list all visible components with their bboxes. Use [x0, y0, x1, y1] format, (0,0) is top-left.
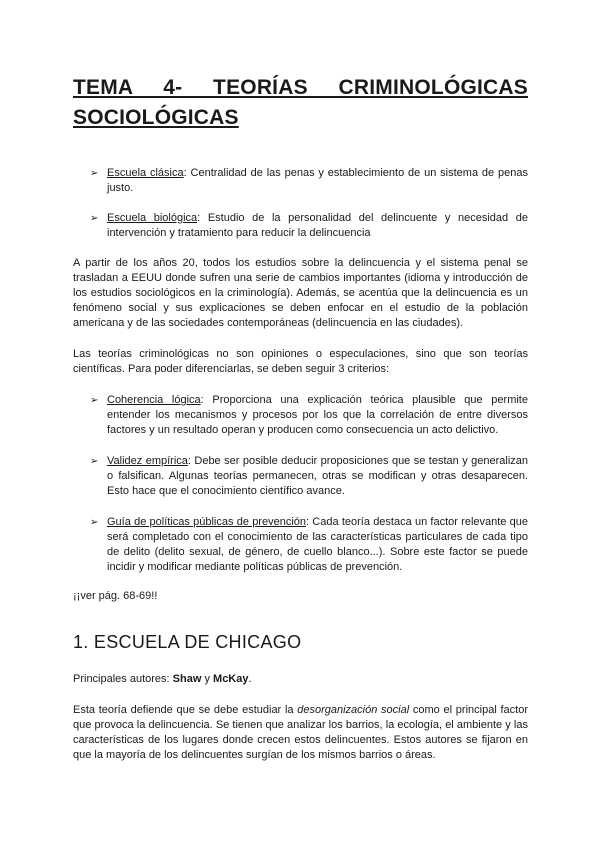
bullet-arrow-icon: ➢	[90, 395, 99, 406]
paragraph-criteria-intro: Las teorías criminológicas no son opiniones o especulaciones, sino que son teorías científicas. Para poder diferenciarlas, se deben seguir 3 criterios:	[73, 348, 528, 375]
paragraph-historical-context: A partir de los años 20, todos los estudios sobre la delincuencia y el sistema penal se trasladan a EEUU donde sufren una serie de cambios importantes (idioma y introducción de los estudios sociológicos en la criminología). Además, se acentúa que la delincuencia es un fenómeno social y sus explicaciones se deben enfocar en el estudio de la población americana y de las sociedades contemporáneas (delincuencia en las ciudades).	[73, 257, 528, 329]
page-reference-note: ¡¡ver pág. 68-69!!	[73, 590, 158, 602]
item-text: : Estudio de la personalidad del delincuente y necesidad de intervención y tratamiento para reducir la delincuencia	[107, 212, 528, 239]
emphasis-desorganizacion-social: desorganización social	[297, 704, 410, 716]
list-item-escuela-biologica	[90, 211, 528, 241]
author-mckay: McKay	[213, 673, 249, 685]
bullet-arrow-icon: ➢	[90, 213, 99, 224]
item-label: Escuela clásica	[107, 167, 184, 179]
document-title: TEMA 4- TEORÍAS CRIMINOLÓGICAS SOCIOLÓGICAS	[73, 76, 528, 129]
section-heading-escuela-chicago: 1. ESCUELA DE CHICAGO	[73, 632, 302, 652]
item-text: : Debe ser posible deducir proposiciones que se testan y generalizan o falsifican. Algunas teorías permanecen, otras se modifican y otras desaparecen. Esto hace que el conocimiento científico avance.	[107, 455, 528, 497]
item-label: Guía de políticas públicas de prevención	[107, 516, 307, 528]
paragraph-authors: Principales autores: Shaw y McKay.	[73, 673, 252, 685]
bullet-arrow-icon: ➢	[90, 168, 99, 179]
item-text: : Centralidad de las penas y establecimiento de un sistema de penas justo.	[107, 167, 528, 194]
list-item-escuela-clasica	[90, 166, 528, 196]
item-label: Validez empírica	[107, 455, 188, 467]
item-text: : Proporciona una explicación teórica plausible que permite entender los mecanismos y procesos por los que la correlación de entre diversos factores y un resultado operan y producen como consecuencia un acto delictivo.	[107, 394, 528, 436]
item-label: Escuela biológica	[107, 212, 198, 224]
paragraph-chicago-body: Esta teoría defiende que se debe estudiar la desorganización social como el principal factor que provoca la delincuencia. Se tienen que analizar los barrios, la ecología, el ambiente y las características de los lugares donde crecen estos delincuentes. Estos autores se fijaron en que la mayoría de los delincuentes surgían de los mismos barrios o áreas.	[73, 704, 528, 761]
bullet-arrow-icon: ➢	[90, 456, 99, 467]
list-item-coherencia-logica	[90, 393, 528, 438]
author-shaw: Shaw	[172, 673, 202, 685]
item-label: Coherencia lógica	[107, 394, 201, 406]
bullet-arrow-icon: ➢	[90, 517, 99, 528]
list-item-guia-politicas	[90, 515, 528, 575]
list-item-validez-empirica	[90, 454, 528, 499]
item-text: : Cada teoría destaca un factor relevante que será completado con el conocimiento de las características particulares de cada tipo de delito (delito sexual, de género, de cuello blanco...). Sobre este factor se puede incidir y modificar mediante políticas públicas de prevención.	[107, 516, 528, 573]
